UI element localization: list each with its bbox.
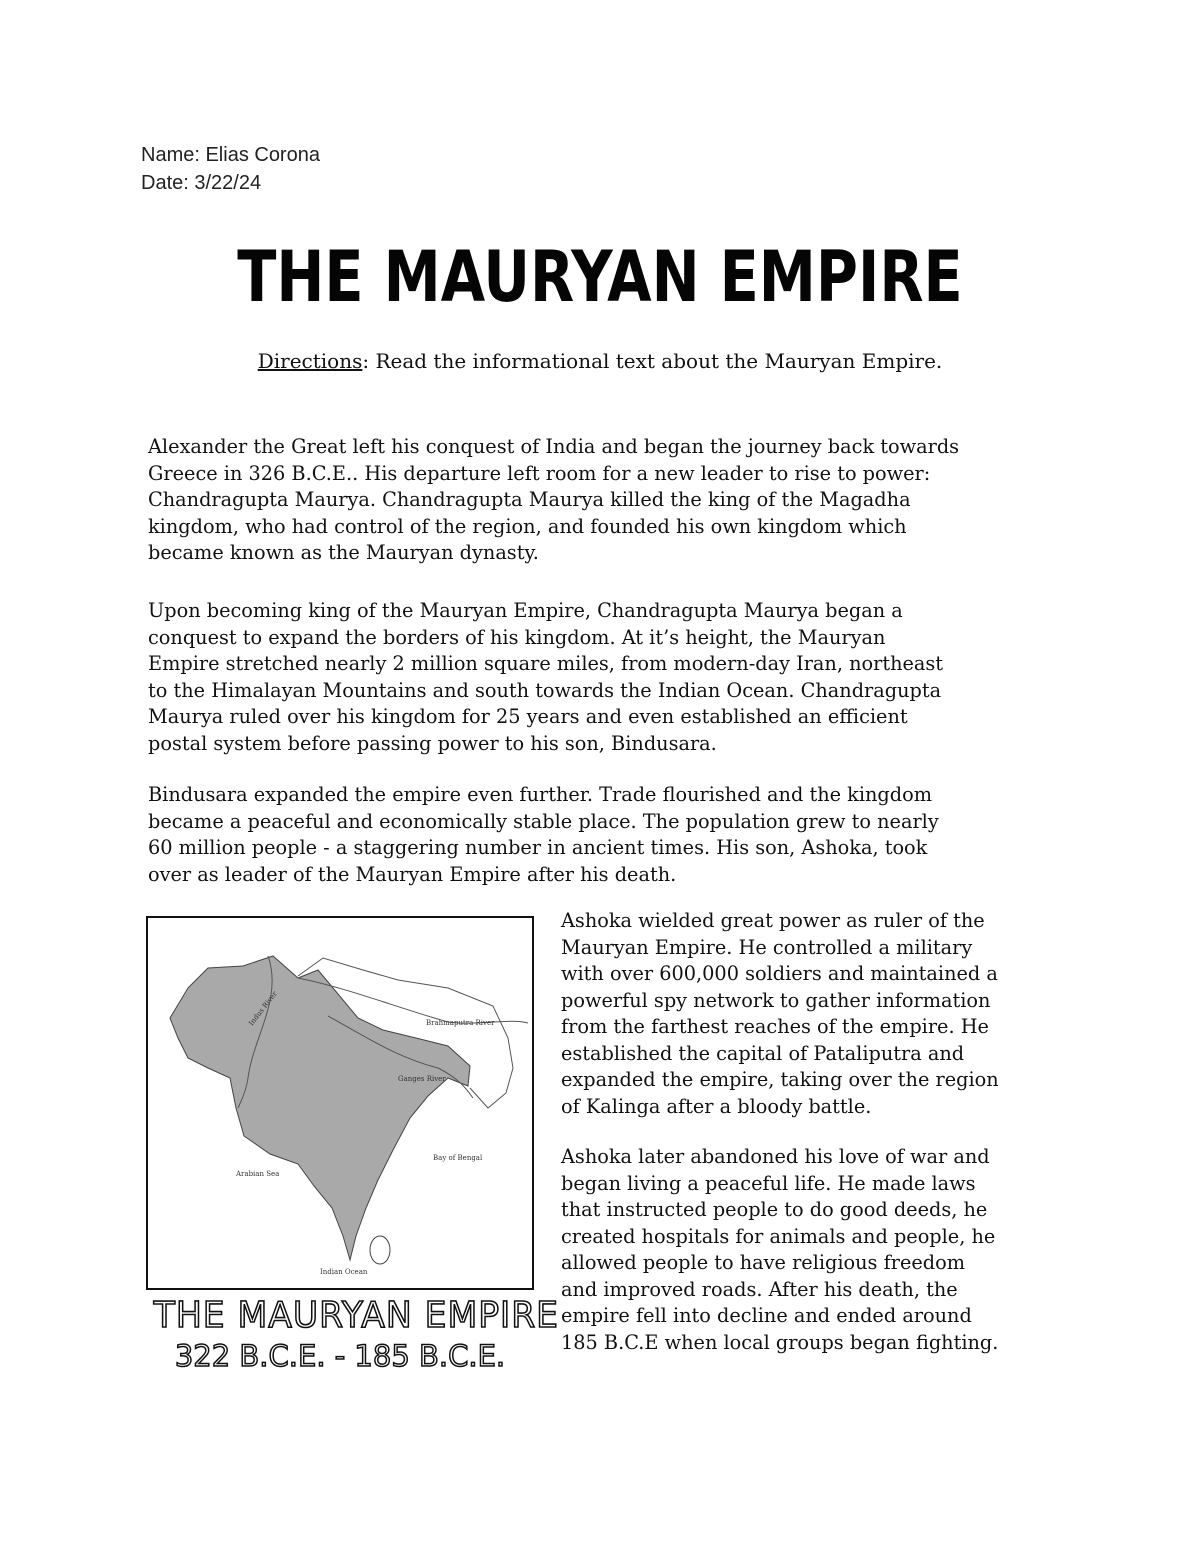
text-line: Mauryan Empire. He controlled a military: [561, 935, 973, 959]
student-header: [141, 141, 320, 197]
directions: [0, 346, 1200, 376]
map-caption-title: THE MAURYAN EMPIRE: [153, 1295, 559, 1336]
text-line: Chandragupta Maurya. Chandragupta Maurya killed the king of the Magadha: [148, 488, 911, 511]
text-line: Alexander the Great left his conquest of India and began the journey back towards: [148, 435, 960, 458]
name-line: Name: Elias Corona: [141, 144, 320, 166]
page-title: THE MAURYAN EMPIRE: [237, 236, 963, 318]
text-line: Ashoka later abandoned his love of war and: [561, 1145, 990, 1168]
map-caption-dates: 322 B.C.E. - 185 B.C.E.: [174, 1339, 506, 1373]
map-label-indian-ocean: Indian Ocean: [320, 1268, 368, 1276]
map-label-indus: Indus River: [247, 989, 279, 1028]
text-line: that instructed people to do good deeds, he: [561, 1198, 988, 1221]
map-label-arabian-sea: Arabian Sea: [236, 1170, 280, 1178]
text-line: created hospitals for animals and people, he: [561, 1224, 996, 1248]
text-line: and improved roads. After his death, the: [561, 1277, 958, 1301]
text-line: Empire stretched nearly 2 million square miles, from modern-day Iran, northeast: [148, 652, 944, 675]
paragraph-bindusara: [148, 782, 1058, 888]
map-label-bay-of-bengal: Bay of Bengal: [433, 1154, 483, 1162]
text-line: became known as the Mauryan dynasty.: [148, 541, 539, 564]
text-line: 185 B.C.E when local groups began fighting.: [561, 1330, 999, 1354]
empire-map: [146, 916, 534, 1290]
text-line: established the capital of Pataliputra and: [561, 1041, 965, 1065]
text-line: kingdom, who had control of the region, and founded his own kingdom which: [148, 514, 907, 538]
text-line: Greece in 326 B.C.E.. His departure left room for a new leader to rise to power:: [148, 461, 931, 485]
text-line: powerful spy network to gather information: [561, 988, 991, 1012]
sri-lanka: [370, 1236, 390, 1264]
text-line: expanded the empire, taking over the region: [561, 1068, 999, 1091]
text-line: began living a peaceful life. He made laws: [561, 1171, 976, 1195]
text-line: from the farthest reaches of the empire. He: [561, 1015, 989, 1038]
text-line: empire fell into decline and ended around: [561, 1304, 972, 1327]
text-line: of Kalinga after a bloody battle.: [561, 1094, 872, 1118]
text-line: 60 million people - a staggering number in ancient times. His son, Ashoka, took: [148, 836, 928, 859]
directions-label: Directions: [257, 349, 363, 373]
map-label-ganges: Ganges River: [398, 1075, 446, 1083]
map-caption: [146, 1295, 559, 1374]
paragraph-chandragupta: [148, 598, 1058, 757]
text-line: became a peaceful and economically stable place. The population grew to nearly: [148, 809, 939, 833]
paragraph-alexander: [148, 434, 1058, 567]
text-line: Maurya ruled over his kingdom for 25 years and even established an efficient: [148, 705, 908, 728]
date-line: Date: 3/22/24: [141, 172, 262, 194]
map-drawing: [148, 918, 532, 1288]
text-line: conquest to expand the borders of his kingdom. At it’s height, the Mauryan: [148, 625, 886, 649]
text-line: to the Himalayan Mountains and south towards the Indian Ocean. Chandragupta: [148, 678, 942, 702]
text-line: over as leader of the Mauryan Empire after his death.: [148, 862, 677, 886]
paragraph-ashoka-power: [561, 908, 1061, 1120]
map-label-brahmaputra: Brahmaputra River: [426, 1019, 495, 1027]
text-line: with over 600,000 soldiers and maintained a: [561, 962, 998, 985]
text-line: Bindusara expanded the empire even further. Trade flourished and the kingdom: [148, 783, 932, 806]
text-line: postal system before passing power to his son, Bindusara.: [148, 731, 717, 755]
text-line: Upon becoming king of the Mauryan Empire, Chandragupta Maurya began a: [148, 599, 903, 622]
empire-territory: [170, 956, 470, 1260]
paragraph-ashoka-peace: [561, 1144, 1061, 1356]
text-line: Ashoka wielded great power as ruler of the: [561, 909, 985, 932]
text-line: allowed people to have religious freedom: [561, 1251, 965, 1274]
directions-text: : Read the informational text about the Mauryan Empire.: [362, 349, 943, 373]
